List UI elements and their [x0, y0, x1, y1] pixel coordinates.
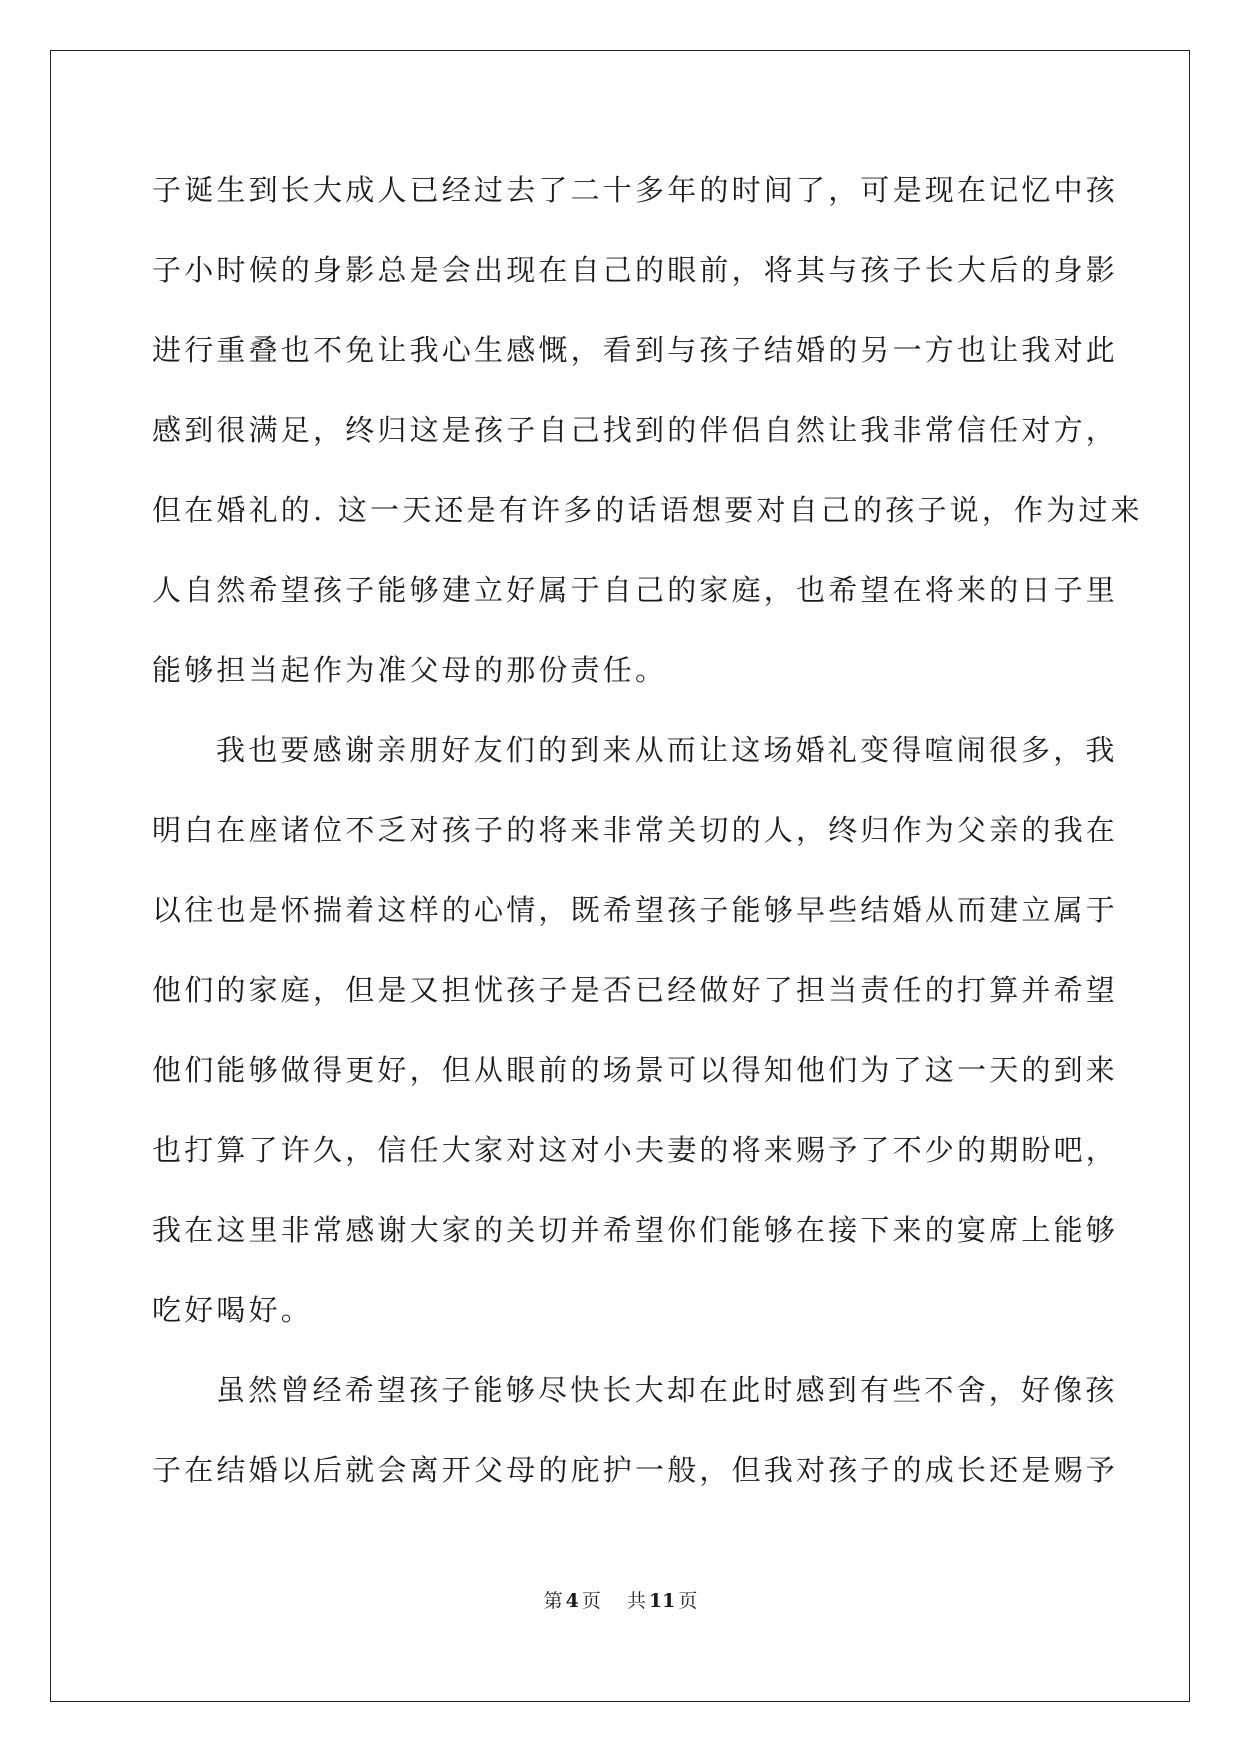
text-line: 以往也是怀揣着这样的心情，既希望孩子能够早些结婚从而建立属于: [152, 893, 1119, 927]
text-line: 但在婚礼的. 这一天还是有许多的话语想要对自己的孩子说，作为过来: [152, 493, 1143, 527]
footer-total-prefix: 共: [626, 1590, 646, 1612]
paragraph-start-line: 我也要感谢亲朋好友们的到来从而让这场婚礼变得喧闹很多，我: [216, 733, 1118, 767]
footer-total-suffix: 页: [678, 1590, 698, 1612]
text-line: 子在结婚以后就会离开父母的庇护一般，但我对孩子的成长还是赐予: [152, 1453, 1119, 1487]
text-line: 我在这里非常感谢大家的关切并希望你们能够在接下来的宴席上能够: [152, 1213, 1119, 1247]
footer-prefix: 第: [543, 1590, 563, 1612]
text-line: 明白在座诸位不乏对孩子的将来非常关切的人，终归作为父亲的我在: [152, 813, 1119, 847]
text-line: 子小时候的身影总是会出现在自己的眼前，将其与孩子长大后的身影: [152, 253, 1119, 287]
footer-page-suffix: 页: [581, 1590, 601, 1612]
text-line: 进行重叠也不免让我心生感慨，看到与孩子结婚的另一方也让我对此: [152, 333, 1119, 367]
text-line: 能够担当起作为准父母的那份责任。: [152, 653, 668, 687]
paragraph-start-line: 虽然曾经希望孩子能够尽快长大却在此时感到有些不舍，好像孩: [216, 1373, 1118, 1407]
page-number-footer: [0, 1588, 1241, 1614]
text-line: 也打算了许久，信任大家对这对小夫妻的将来赐予了不少的期盼吧，: [152, 1133, 1119, 1167]
text-line: 他们能够做得更好，但从眼前的场景可以得知他们为了这一天的到来: [152, 1053, 1119, 1087]
text-line: 人自然希望孩子能够建立好属于自己的家庭，也希望在将来的日子里: [152, 573, 1119, 607]
document-body: [152, 150, 1143, 1510]
text-line: 子诞生到长大成人已经过去了二十多年的时间了，可是现在记忆中孩: [152, 173, 1119, 207]
text-line: 感到很满足，终归这是孩子自己找到的伴侣自然让我非常信任对方，: [152, 413, 1119, 447]
text-line: 他们的家庭，但是又担忧孩子是否已经做好了担当责任的打算并希望: [152, 973, 1119, 1007]
current-page-number: 4: [565, 1590, 579, 1612]
text-line: 吃好喝好。: [152, 1293, 314, 1327]
total-pages-number: 11: [648, 1590, 676, 1612]
